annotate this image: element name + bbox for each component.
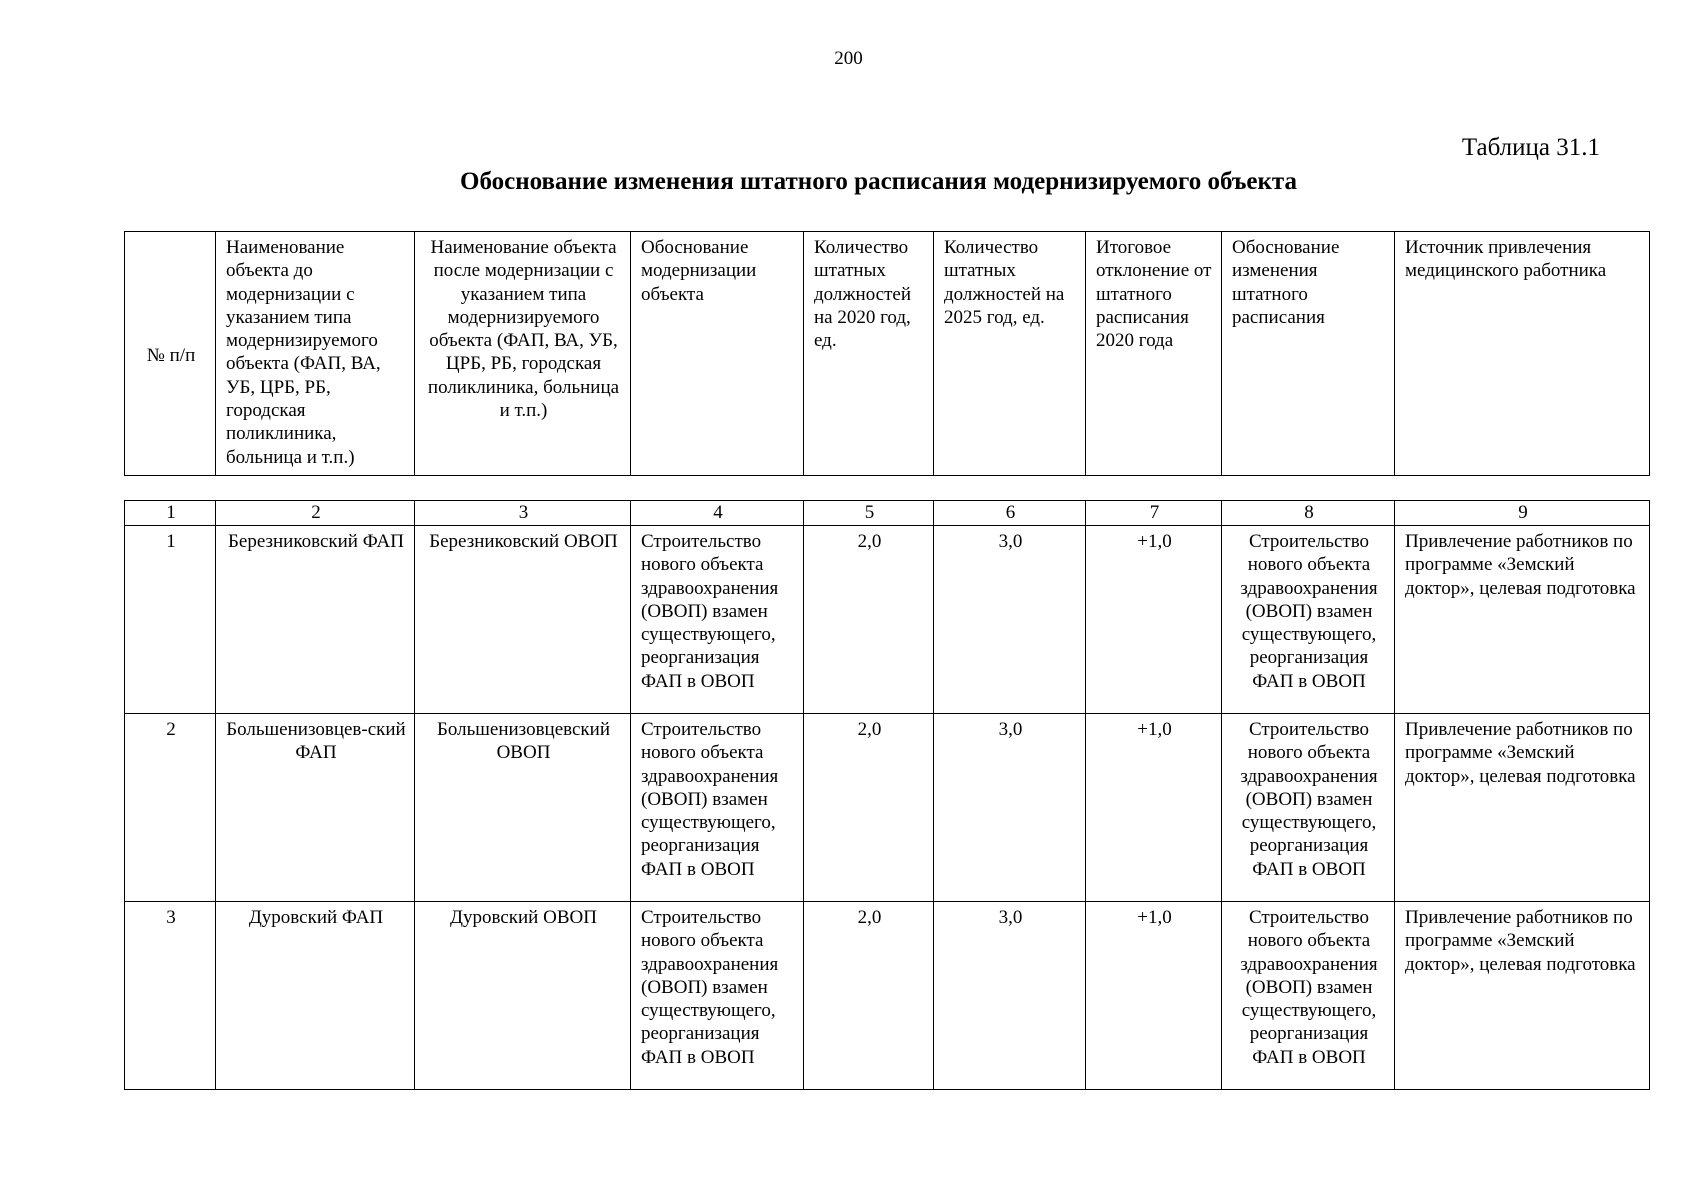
column-number: 7 <box>1086 501 1222 526</box>
row-num: 3 <box>125 902 216 1090</box>
column-number: 9 <box>1395 501 1650 526</box>
staff-justification: Строительство нового объекта здравоохранения (ОВОП) взамен существующего, реорганизация ФАП в ОВОП <box>1222 714 1395 902</box>
staff-2020: 2,0 <box>804 714 934 902</box>
table-row <box>125 714 1650 902</box>
worker-source: Привлечение работников по программе «Земский доктор», целевая подготовка <box>1395 902 1650 1090</box>
object-before: Дуровский ФАП <box>216 902 415 1090</box>
deviation: +1,0 <box>1086 902 1222 1090</box>
deviation: +1,0 <box>1086 714 1222 902</box>
object-after: Березниковский ОВОП <box>415 526 631 714</box>
header-table <box>124 231 1650 476</box>
header-row <box>125 232 1650 476</box>
table-row <box>125 526 1650 714</box>
staff-2025: 3,0 <box>934 526 1086 714</box>
column-number: 5 <box>804 501 934 526</box>
header-cell-source: Источник привлечения медицинского работника <box>1395 232 1650 476</box>
column-number: 2 <box>216 501 415 526</box>
worker-source: Привлечение работников по программе «Земский доктор», целевая подготовка <box>1395 526 1650 714</box>
header-cell-before: Наименование объекта до модернизации с указанием типа модернизируемого объекта (ФАП, ВА, УБ, ЦРБ, РБ, городская поликлиника, больница и т.п.) <box>216 232 415 476</box>
deviation: +1,0 <box>1086 526 1222 714</box>
header-cell-after: Наименование объекта после модернизации с указанием типа модернизируемого объекта (ФАП, ВА, УБ, ЦРБ, РБ, городская поликлиника, больница и т.п.) <box>415 232 631 476</box>
table-row <box>125 902 1650 1090</box>
staff-2025: 3,0 <box>934 902 1086 1090</box>
object-before: Березниковский ФАП <box>216 526 415 714</box>
header-cell-num: № п/п <box>125 232 216 476</box>
object-after: Большенизовцевский ОВОП <box>415 714 631 902</box>
data-table <box>124 500 1650 1090</box>
column-number: 4 <box>631 501 804 526</box>
object-after: Дуровский ОВОП <box>415 902 631 1090</box>
modernization-justification: Строительство нового объекта здравоохранения (ОВОП) взамен существующего, реорганизация ФАП в ОВОП <box>631 714 804 902</box>
object-before: Большенизовцев-ский ФАП <box>216 714 415 902</box>
staff-2020: 2,0 <box>804 902 934 1090</box>
header-cell-staff-2020: Количество штатных должностей на 2020 год, ед. <box>804 232 934 476</box>
modernization-justification: Строительство нового объекта здравоохранения (ОВОП) взамен существующего, реорганизация ФАП в ОВОП <box>631 526 804 714</box>
column-number: 6 <box>934 501 1086 526</box>
worker-source: Привлечение работников по программе «Земский доктор», целевая подготовка <box>1395 714 1650 902</box>
document-title: Обоснование изменения штатного расписания модернизируемого объекта <box>460 168 1297 195</box>
staff-justification: Строительство нового объекта здравоохранения (ОВОП) взамен существующего, реорганизация ФАП в ОВОП <box>1222 902 1395 1090</box>
header-cell-justification: Обоснование модернизации объекта <box>631 232 804 476</box>
staff-2020: 2,0 <box>804 526 934 714</box>
table-label: Таблица 31.1 <box>1461 134 1600 161</box>
column-number: 1 <box>125 501 216 526</box>
modernization-justification: Строительство нового объекта здравоохранения (ОВОП) взамен существующего, реорганизация ФАП в ОВОП <box>631 902 804 1090</box>
row-num: 1 <box>125 526 216 714</box>
row-num: 2 <box>125 714 216 902</box>
column-number: 8 <box>1222 501 1395 526</box>
column-number-row <box>125 501 1650 526</box>
staff-justification: Строительство нового объекта здравоохранения (ОВОП) взамен существующего, реорганизация ФАП в ОВОП <box>1222 526 1395 714</box>
staff-2025: 3,0 <box>934 714 1086 902</box>
column-number: 3 <box>415 501 631 526</box>
header-cell-staff-justification: Обоснование изменения штатного расписания <box>1222 232 1395 476</box>
header-cell-staff-2025: Количество штатных должностей на 2025 год, ед. <box>934 232 1086 476</box>
header-cell-deviation: Итоговое отклонение от штатного расписания 2020 года <box>1086 232 1222 476</box>
page-number: 200 <box>834 48 863 69</box>
